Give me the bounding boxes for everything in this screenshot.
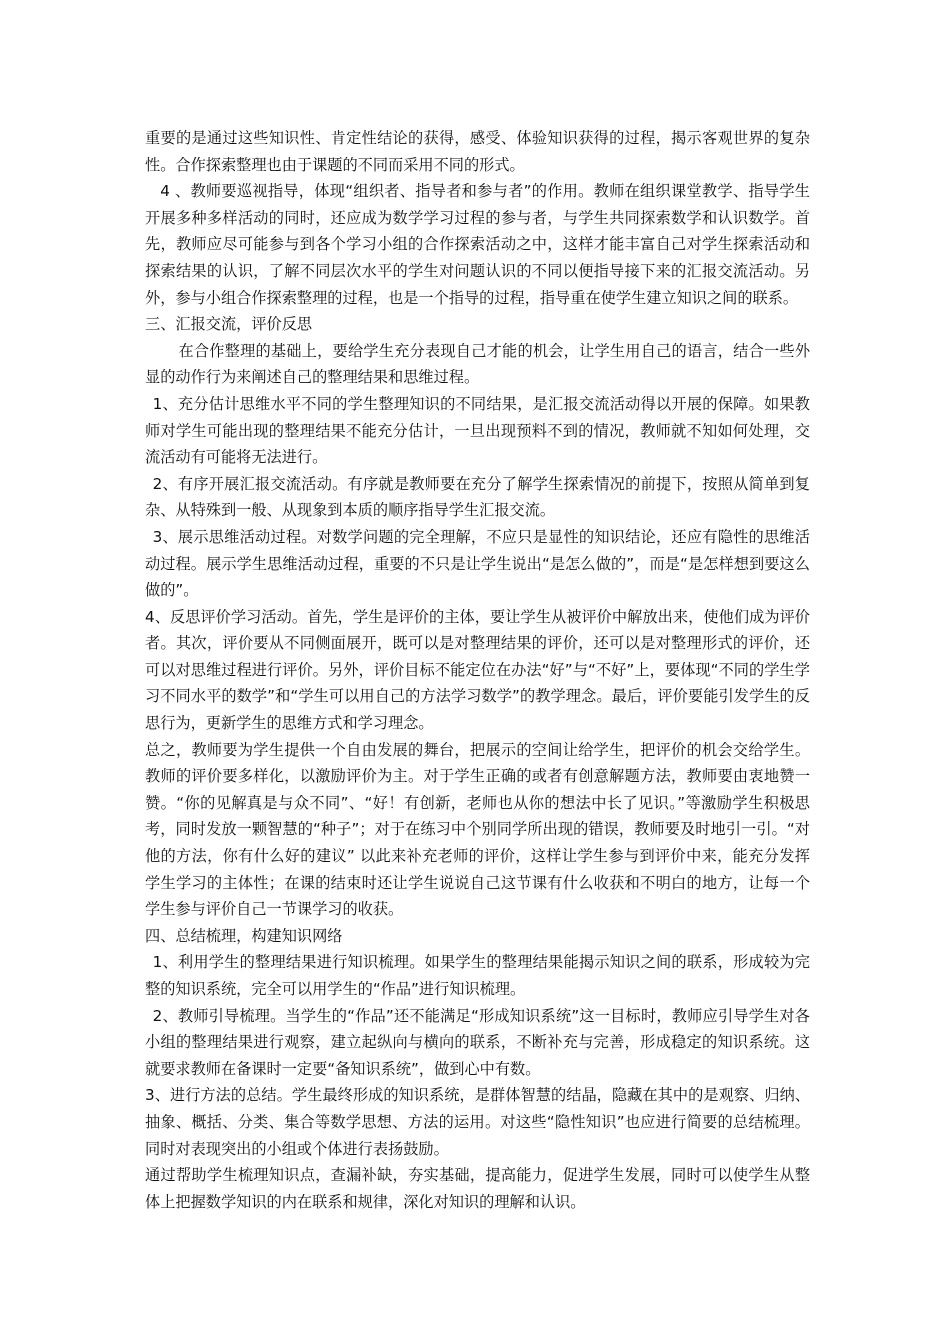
paragraph-section-3-point-3: 3、展示思维活动过程。对数学问题的完全理解，不应只是显性的知识结论，还应有隐性的思维活动过程。展示学生思维活动过程，重要的不只是让学生说出“是怎么做的”，而是“是怎样想到要这么做的”。	[145, 527, 810, 600]
paragraph-section-3-point-4: 4、反思评价学习活动。首先，学生是评价的主体，要让学生从被评价中解放出来，使他们成为评价者。其次，评价要从不同侧面展开，既可以是对整理结果的评价，还可以是对整理形式的评价，还可以对思维过程进行评价。另外，评价目标不能定位在办法“好”与“不好”上，要体现“不同的学生学习不同水平的数学”和“学生可以用自己的方法学习数学”的教学理念。最后，评价要能引发学生的反思行为，更新学生的思维方式和学习理念。	[145, 607, 810, 733]
paragraph-conclusion: 通过帮助学生梳理知识点，查漏补缺，夯实基础，提高能力，促进学生发展，同时可以使学生从整体上把握数学知识的内在联系和规律，深化对知识的理解和认识。	[145, 1166, 810, 1211]
paragraph-point-4-guidance: 4 、教师要巡视指导，体现“组织者、指导者和参与者”的作用。教师在组织课堂教学、指导学生开展多种多样活动的同时，还应成为数学学习过程的参与者，与学生共同探索数学和认识数学。首先，教师应尽可能参与到各个学习小组的合作探索活动之中，这样才能丰富自己对学生探索活动和探索结果的认识，了解不同层次水平的学生对问题认识的不同以便指导接下来的汇报交流活动。另外，参与小组合作探索整理的过程，也是一个指导的过程，指导重在使学生建立知识之间的联系。	[145, 182, 810, 307]
paragraph-section-3-point-1: 1、充分估计思维水平不同的学生整理知识的不同结果，是汇报交流活动得以开展的保障。如果教师对学生可能出现的整理结果不能充分估计，一旦出现预料不到的情况，教师就不知如何处理，交流活动有可能将无法进行。	[145, 394, 810, 467]
paragraph-section-4-point-3: 3、进行方法的总结。学生最终形成的知识系统，是群体智慧的结晶，隐藏在其中的是观察、归纳、抽象、概括、分类、集合等数学思想、方法的运用。对这些“隐性知识”也应进行简要的总结梳理。同时对表现突出的小组或个体进行表扬鼓励。	[145, 1086, 810, 1158]
paragraph-section-3-intro: 在合作整理的基础上，要给学生充分表现自己才能的机会，让学生用自己的语言，结合一些外显的动作行为来阐述自己的整理结果和思维过程。	[145, 341, 810, 387]
section-heading-4: 四、总结梳理，构建知识网络	[145, 926, 343, 945]
paragraph-summary: 总之，教师要为学生提供一个自由发展的舞台，把展示的空间让给学生，把评价的机会交给学生。教师的评价要多样化，以激励评价为主。对于学生正确的或者有创意解题方法，教师要由衷地赞一赞。“你的见解真是与众不同”、“好！有创新，老师也从你的想法中长了见识。”等激励学生积极思考，同时发放一颗智慧的“种子”；对于在练习中个别同学所出现的错误，教师要及时地引一引。“对他的方法，你有什么好的建议” 以此来补充老师的评价，这样让学生参与到评价中来，能充分发挥学生学习的主体性；在课的结束时还让学生说说自己这节课有什么收获和不明白的地方，让每一个学生参与评价自己一节课学习的收获。	[145, 740, 810, 919]
paragraph-section-4-point-1: 1、利用学生的整理结果进行知识梳理。如果学生的整理结果能揭示知识之间的联系，形成较为完整的知识系统，完全可以用学生的“作品”进行知识梳理。	[145, 953, 810, 998]
document-body	[145, 125, 810, 1215]
section-heading-3: 三、汇报交流，评价反思	[145, 315, 313, 334]
paragraph-section-3-point-2: 2、有序开展汇报交流活动。有序就是教师要在充分了解学生探索情况的前提下，按照从简单到复杂、从特殊到一般、从现象到本质的顺序指导学生汇报交流。	[145, 474, 810, 520]
paragraph-section-4-point-2: 2、教师引导梳理。当学生的“作品”还不能满足“形成知识系统”这一目标时，教师应引导学生对各小组的整理结果进行观察，建立起纵向与横向的联系，不断补充与完善，形成稳定的知识系统。这就要求教师在备课时一定要“备知识系统”，做到心中有数。	[145, 1006, 810, 1078]
paragraph-continuation: 重要的是通过这些知识性、肯定性结论的获得，感受、体验知识获得的过程，揭示客观世界的复杂性。合作探索整理也由于课题的不同而采用不同的形式。	[145, 129, 810, 174]
